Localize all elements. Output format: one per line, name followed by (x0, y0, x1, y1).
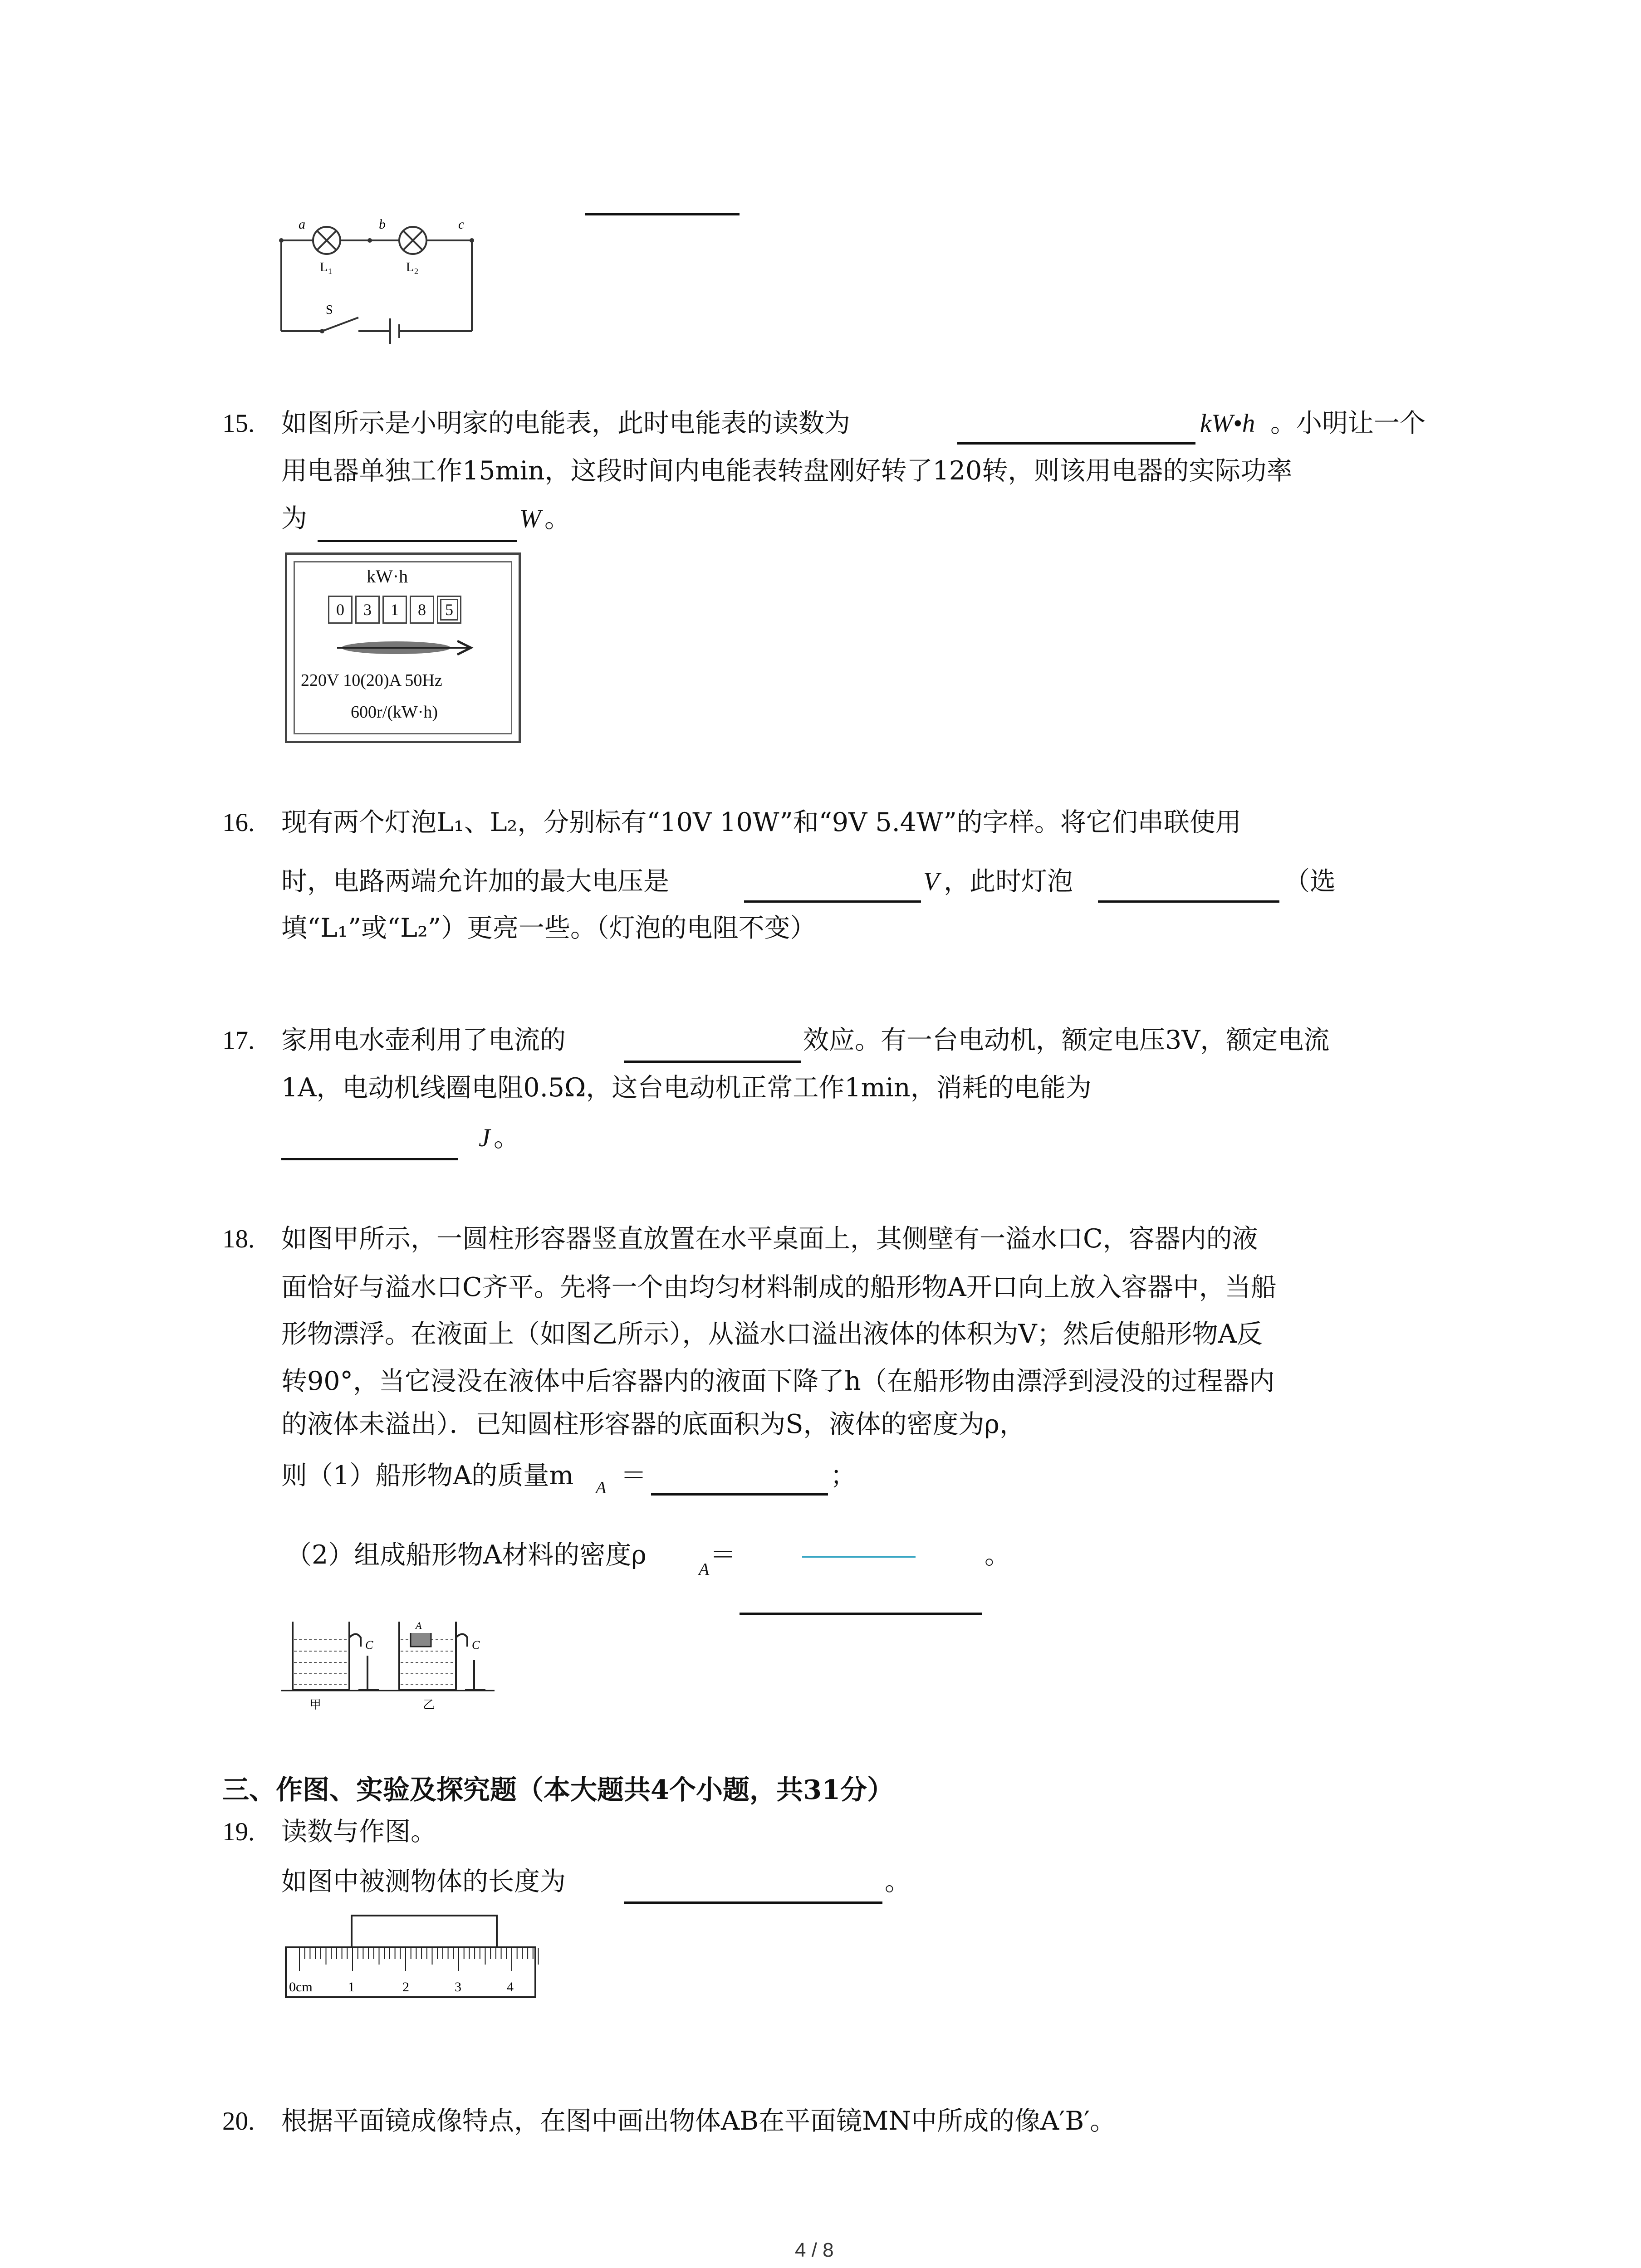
question-number-18: 18. (222, 1225, 255, 1253)
node-b-label: b (379, 217, 386, 232)
q19-line2-pre: 如图中被测物体的长度为 (281, 1867, 566, 1897)
answer-blank-q16-voltage[interactable] (744, 900, 921, 903)
q18-line4: 转90°，当它浸没在液体中后容器内的液面下降了h（在船形物由漂浮到浸没的过程器内 (281, 1366, 1275, 1396)
lamp-l1-label: L (320, 260, 328, 274)
q17-line1-pre: 家用电水壶利用了电流的 (281, 1025, 566, 1055)
q16-unit-v: V (923, 867, 939, 896)
ruler-unit-label: 0cm (289, 1980, 313, 1994)
lamp-l1-sub: 1 (328, 267, 332, 276)
q17-line3-post: 。 (494, 1123, 519, 1153)
q15-line1-post: 。小明让一个 (1270, 408, 1425, 438)
q18-line7-pre: （2）组成船形物A材料的密度ρ (286, 1540, 647, 1570)
ruler-tick-label: 3 (455, 1980, 461, 1994)
question-number-20: 20. (222, 2107, 255, 2136)
q18-line7-eq: ＝ (710, 1540, 736, 1570)
energy-meter-figure (285, 552, 521, 743)
question-number-19: 19. (222, 1818, 255, 1846)
q18-line6-post: ； (830, 1461, 856, 1491)
node-c-label: c (458, 217, 465, 232)
meter-unit-label: kW·h (367, 566, 408, 587)
answer-blank-q17-energy[interactable] (281, 1158, 458, 1160)
answer-blank-q15-power[interactable] (318, 540, 517, 542)
figure-yi-label: 乙 (423, 1698, 435, 1712)
q18-line3: 形物漂浮。在液面上（如图乙所示），从溢水口溢出液体的体积为V；然后使船形物A反 (281, 1319, 1263, 1349)
meter-disc-arrow-icon (333, 636, 478, 659)
q16-line3: 填“L₁”或“L₂”）更亮一些。（灯泡的电阻不变） (281, 913, 816, 943)
q19-line1: 读数与作图。 (281, 1817, 436, 1847)
outlet-c-label-1: C (365, 1638, 373, 1652)
q17-line2: 1A，电动机线圈电阻0.5Ω，这台电动机正常工作1min，消耗的电能为 (281, 1073, 1092, 1103)
boat-a-label: A (416, 1620, 422, 1631)
q20-line1: 根据平面镜成像特点，在图中画出物体AB在平面镜MN中所成的像A′B′。 (281, 2106, 1116, 2136)
q17-line1-post: 效应。有一台电动机，额定电压3V，额定电流 (803, 1025, 1330, 1055)
ruler-tick-label: 2 (402, 1980, 409, 1994)
q15-line1-pre: 如图所示是小明家的电能表，此时电能表的读数为 (281, 408, 850, 438)
q15-line2: 用电器单独工作15min，这段时间内电能表转盘刚好转了120转，则该用电器的实际功率 (281, 456, 1293, 486)
q18-line6-sub: A (596, 1478, 607, 1497)
q18-line6-eq: ＝ (621, 1461, 647, 1491)
q16-line1: 现有两个灯泡L₁、L₂，分别标有“10V 10W”和“9V 5.4W”的字样。将它们串联使用 (281, 807, 1241, 837)
ruler-tick-label: 4 (507, 1980, 514, 1994)
q18-line6-pre: 则（1）船形物A的质量m (281, 1461, 574, 1491)
ruler-figure (284, 1912, 542, 2003)
circuit-diagram-q14 (268, 213, 485, 345)
q15-line3-pre: 为 (281, 503, 307, 533)
q18-line2: 面恰好与溢水口C齐平。先将一个由均匀材料制成的船形物A开口向上放入容器中，当船 (281, 1272, 1277, 1302)
meter-digit: 1 (382, 596, 407, 624)
meter-digit: 0 (328, 596, 353, 624)
node-a-label: a (299, 217, 305, 232)
answer-blank-q18-density-numerator[interactable] (802, 1556, 916, 1558)
q16-line2-pre: 时，电路两端允许加的最大电压是 (281, 866, 669, 896)
section-3-title: 三、作图、实验及探究题（本大题共4个小题，共31分） (222, 1774, 894, 1805)
meter-digit: 3 (355, 596, 380, 624)
lamp-l2-sub: 2 (414, 267, 418, 276)
q19-line2-post: 。 (885, 1867, 911, 1897)
q16-line2-mid: ，此时灯泡 (944, 866, 1073, 896)
outlet-c-label-2: C (472, 1638, 480, 1652)
q15-line3-post: 。 (544, 503, 570, 533)
switch-s-label: S (326, 303, 333, 317)
question-number-17: 17. (222, 1026, 255, 1055)
lamp-l2-label: L (406, 260, 414, 274)
answer-blank-q18-mass[interactable] (651, 1493, 828, 1496)
q18-line1: 如图甲所示，一圆柱形容器竖直放置在水平桌面上，其侧壁有一溢水口C，容器内的液 (281, 1224, 1258, 1254)
meter-digit-decimal: 5 (437, 596, 461, 624)
q18-line7-sub: A (699, 1560, 710, 1579)
answer-blank-q19-length[interactable] (624, 1901, 882, 1904)
question-number-15: 15. (222, 409, 255, 438)
figure-jia-label: 甲 (309, 1698, 322, 1712)
q18-line7-post: 。 (985, 1540, 1010, 1570)
q15-unit-w: W (519, 504, 541, 533)
meter-spec-line2: 600r/(kW·h) (351, 703, 438, 722)
q17-unit-j: J (479, 1124, 490, 1152)
q18-line5: 的液体未溢出）．已知圆柱形容器的底面积为S，液体的密度为ρ， (281, 1409, 1026, 1439)
answer-blank-q17-effect[interactable] (624, 1061, 801, 1063)
answer-blank-q14[interactable] (585, 213, 740, 215)
answer-blank-q16-lamp[interactable] (1098, 900, 1279, 903)
overflow-container-figure (281, 1613, 499, 1715)
answer-blank-q15-reading[interactable] (957, 442, 1195, 445)
measured-object (352, 1916, 497, 1947)
meter-digit: 8 (410, 596, 434, 624)
meter-spec-line1: 220V 10(20)A 50Hz (301, 671, 442, 690)
ruler-tick-label: 1 (348, 1980, 355, 1994)
answer-blank-q18-density[interactable] (740, 1613, 982, 1615)
q15-unit-kwh: kW•h (1200, 409, 1255, 438)
q16-line2-post: （选 (1284, 866, 1336, 896)
page-number: 4 / 8 (795, 2239, 834, 2261)
meter-digit-row (328, 596, 461, 624)
question-number-16: 16. (222, 808, 255, 837)
